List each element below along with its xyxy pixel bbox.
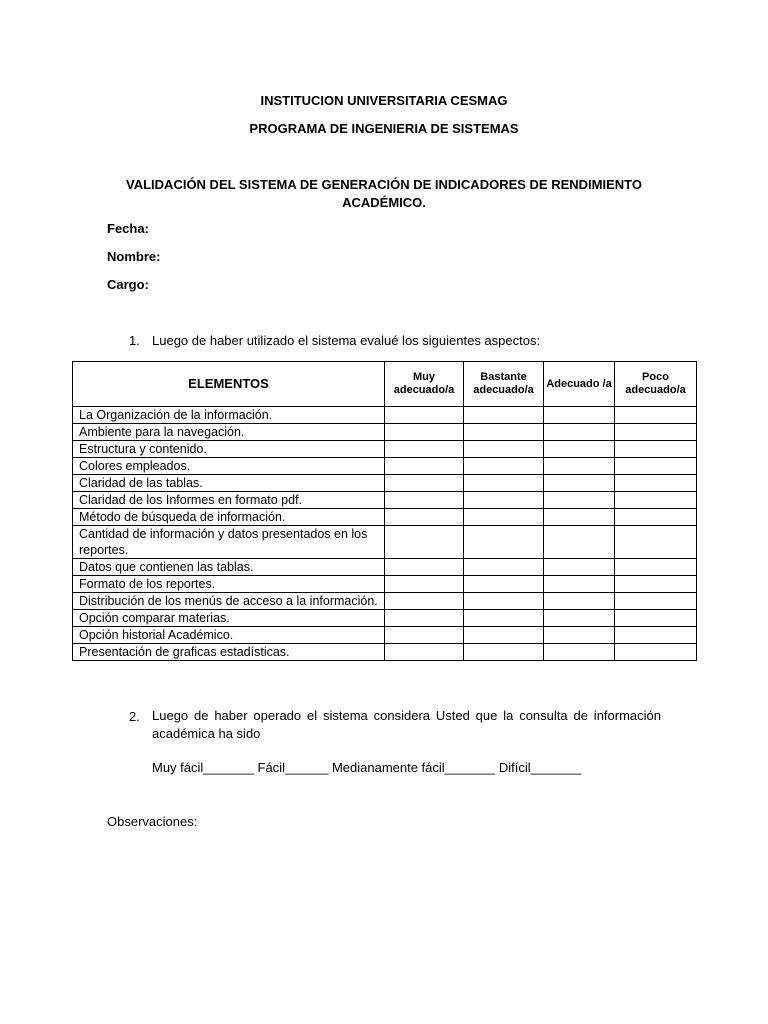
document-title-line-1: VALIDACIÓN DEL SISTEMA DE GENERACIÓN DE INDICADORES DE RENDIMIENTO (126, 177, 642, 192)
rating-cell-bastante-adecuado[interactable] (464, 441, 544, 458)
rating-cell-adecuado[interactable] (544, 644, 615, 661)
rating-cell-bastante-adecuado[interactable] (464, 407, 544, 424)
observations-label: Observaciones: (107, 814, 198, 829)
table-row (73, 509, 697, 526)
table-row (73, 458, 697, 475)
row-label: Opción historial Académico. (73, 627, 385, 644)
header-adecuado: Adecuado /a (544, 362, 615, 407)
rating-cell-poco-adecuado[interactable] (615, 407, 697, 424)
rating-cell-poco-adecuado[interactable] (615, 576, 697, 593)
rating-cell-bastante-adecuado[interactable] (464, 492, 544, 509)
rating-cell-adecuado[interactable] (544, 492, 615, 509)
question-1-text: Luego de haber utilizado el sistema evalué los siguientes aspectos: (152, 333, 541, 348)
rating-cell-poco-adecuado[interactable] (615, 526, 697, 559)
difficulty-options: Muy fácil_______ Fácil______ Medianamente fácil_______ Difícil_______ (152, 760, 582, 775)
rating-cell-muy-adecuado[interactable] (385, 576, 464, 593)
rating-cell-poco-adecuado[interactable] (615, 441, 697, 458)
evaluation-table (72, 361, 697, 661)
rating-cell-adecuado[interactable] (544, 593, 615, 610)
row-label: Datos que contienen las tablas. (73, 559, 385, 576)
table-row (73, 644, 697, 661)
rating-cell-poco-adecuado[interactable] (615, 559, 697, 576)
row-label: Opción comparar materias. (73, 610, 385, 627)
rating-cell-poco-adecuado[interactable] (615, 424, 697, 441)
document-title-line-2: ACADÉMICO. (342, 195, 426, 210)
rating-cell-poco-adecuado[interactable] (615, 458, 697, 475)
rating-cell-bastante-adecuado[interactable] (464, 593, 544, 610)
row-label: Claridad de los Informes en formato pdf. (73, 492, 385, 509)
rating-cell-muy-adecuado[interactable] (385, 441, 464, 458)
rating-cell-muy-adecuado[interactable] (385, 593, 464, 610)
rating-cell-poco-adecuado[interactable] (615, 475, 697, 492)
rating-cell-poco-adecuado[interactable] (615, 644, 697, 661)
rating-cell-muy-adecuado[interactable] (385, 509, 464, 526)
header-bastante-adecuado: Bastante adecuado/a (464, 362, 544, 407)
question-1-number: 1. (129, 333, 140, 348)
table-row (73, 407, 697, 424)
table-row (73, 576, 697, 593)
row-label: Colores empleados. (73, 458, 385, 475)
field-cargo: Cargo: (107, 277, 149, 292)
rating-cell-adecuado[interactable] (544, 475, 615, 492)
table-row (73, 492, 697, 509)
rating-cell-bastante-adecuado[interactable] (464, 458, 544, 475)
rating-cell-adecuado[interactable] (544, 526, 615, 559)
rating-cell-adecuado[interactable] (544, 559, 615, 576)
header-poco-adecuado: Poco adecuado/a (615, 362, 697, 407)
rating-cell-poco-adecuado[interactable] (615, 492, 697, 509)
table-header-row (73, 362, 697, 407)
question-2-number: 2. (129, 709, 140, 724)
question-2-text: Luego de haber operado el sistema considera Usted que la consulta de información académica ha sido (152, 708, 661, 741)
header-muy-adecuado: Muy adecuado/a (385, 362, 464, 407)
rating-cell-adecuado[interactable] (544, 407, 615, 424)
rating-cell-muy-adecuado[interactable] (385, 492, 464, 509)
rating-cell-muy-adecuado[interactable] (385, 559, 464, 576)
table-row (73, 610, 697, 627)
rating-cell-adecuado[interactable] (544, 458, 615, 475)
rating-cell-muy-adecuado[interactable] (385, 627, 464, 644)
rating-cell-adecuado[interactable] (544, 627, 615, 644)
header-elementos: ELEMENTOS (73, 362, 385, 407)
table-row (73, 475, 697, 492)
rating-cell-bastante-adecuado[interactable] (464, 644, 544, 661)
field-nombre: Nombre: (107, 249, 161, 264)
table-row (73, 593, 697, 610)
rating-cell-bastante-adecuado[interactable] (464, 559, 544, 576)
institution-name: INSTITUCION UNIVERSITARIA CESMAG (260, 93, 508, 108)
row-label: Cantidad de información y datos presentados en los reportes. (73, 526, 385, 559)
rating-cell-poco-adecuado[interactable] (615, 610, 697, 627)
rating-cell-bastante-adecuado[interactable] (464, 475, 544, 492)
rating-cell-poco-adecuado[interactable] (615, 509, 697, 526)
rating-cell-muy-adecuado[interactable] (385, 644, 464, 661)
rating-cell-bastante-adecuado[interactable] (464, 627, 544, 644)
row-label: Método de búsqueda de información. (73, 509, 385, 526)
field-fecha: Fecha: (107, 221, 149, 236)
rating-cell-muy-adecuado[interactable] (385, 407, 464, 424)
program-name: PROGRAMA DE INGENIERIA DE SISTEMAS (249, 121, 519, 136)
table-row (73, 424, 697, 441)
rating-cell-bastante-adecuado[interactable] (464, 610, 544, 627)
row-label: Estructura y contenido. (73, 441, 385, 458)
row-label: Claridad de las tablas. (73, 475, 385, 492)
table-row (73, 559, 697, 576)
rating-cell-adecuado[interactable] (544, 441, 615, 458)
rating-cell-muy-adecuado[interactable] (385, 526, 464, 559)
rating-cell-muy-adecuado[interactable] (385, 610, 464, 627)
rating-cell-poco-adecuado[interactable] (615, 593, 697, 610)
table-row (73, 627, 697, 644)
table-row (73, 526, 697, 559)
row-label: Ambiente para la navegación. (73, 424, 385, 441)
row-label: Presentación de graficas estadísticas. (73, 644, 385, 661)
row-label: La Organización de la información. (73, 407, 385, 424)
rating-cell-bastante-adecuado[interactable] (464, 424, 544, 441)
rating-cell-muy-adecuado[interactable] (385, 458, 464, 475)
rating-cell-adecuado[interactable] (544, 610, 615, 627)
rating-cell-bastante-adecuado[interactable] (464, 509, 544, 526)
rating-cell-adecuado[interactable] (544, 509, 615, 526)
row-label: Formato de los reportes. (73, 576, 385, 593)
rating-cell-muy-adecuado[interactable] (385, 475, 464, 492)
rating-cell-adecuado[interactable] (544, 424, 615, 441)
table-row (73, 441, 697, 458)
rating-cell-adecuado[interactable] (544, 576, 615, 593)
rating-cell-poco-adecuado[interactable] (615, 627, 697, 644)
rating-cell-bastante-adecuado[interactable] (464, 526, 544, 559)
rating-cell-bastante-adecuado[interactable] (464, 576, 544, 593)
rating-cell-muy-adecuado[interactable] (385, 424, 464, 441)
row-label: Distribución de los menús de acceso a la información. (73, 593, 385, 610)
